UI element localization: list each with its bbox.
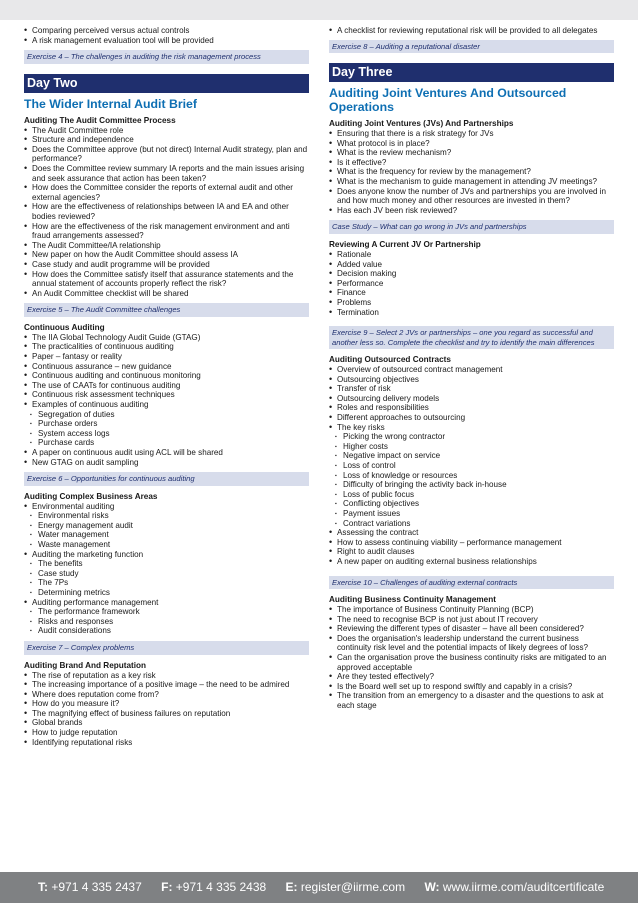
left-column [24,26,309,747]
sub-list-item: ▪ Loss of control [329,461,614,471]
exercise-7: Exercise 7 – Complex problems [24,641,309,655]
list-item: • Auditing the marketing function [24,550,309,560]
list-item: • The rise of reputation as a key risk [24,671,309,681]
list-item: • Where does reputation come from? [24,690,309,700]
sub-list-item: ▪ The performance framework [24,607,309,617]
list-item: • Assessing the contract [329,528,614,538]
sub-list-item: ▪ Loss of public focus [329,490,614,500]
sub-list-item: ▪ Case study [24,569,309,579]
list-item: • New paper on how the Audit Committee should assess IA [24,250,309,260]
intro-list [329,26,614,36]
brand-reputation-list [24,671,309,748]
sub-list-item: ▪ Conflicting objectives [329,499,614,509]
list-item: • A new paper on auditing external business relationships [329,557,614,567]
list-item: • Decision making [329,269,614,279]
list-item: • How does the Committee satisfy itself that assurance statements and the annual statement of accounts properly reflect the risk? [24,270,309,289]
right-column [329,26,614,711]
email-label: E: [285,880,298,894]
list-item: • Global brands [24,718,309,728]
exercise-5: Exercise 5 – The Audit Committee challenges [24,303,309,317]
list-item: • Continuous auditing and continuous monitoring [24,371,309,381]
list-item: • Can the organisation prove the business continuity risks are mitigated to an approved acceptable [329,653,614,672]
day-three-subtitle: Auditing Joint Ventures And Outsourced Operations [329,86,567,115]
list-item: • What is the mechanism to guide management in attending JV meetings? [329,177,614,187]
list-item: • Are they tested effectively? [329,672,614,682]
list-item: • Does the organisation's leadership understand the current business continuity risk level and the potential impacts of likely degrees of loss? [329,634,614,653]
sub-list-item: ▪ Purchase orders [24,419,309,429]
day-three-header: Day Three [329,63,614,82]
list-item: • Is it effective? [329,158,614,168]
audit-committee-list [24,126,309,299]
sub-list-item: ▪ Picking the wrong contractor [329,432,614,442]
list-item: • The IIA Global Technology Audit Guide (GTAG) [24,333,309,343]
section-continuous-auditing: Continuous Auditing [24,322,105,332]
sub-list-item: ▪ Determining metrics [24,588,309,598]
section-outsourced-contracts: Auditing Outsourced Contracts [329,355,451,365]
sub-list-item: ▪ The 7Ps [24,578,309,588]
list-item: • Paper – fantasy or reality [24,352,309,362]
section-joint-ventures: Auditing Joint Ventures (JVs) And Partnerships [329,119,514,129]
contact-footer [0,872,638,903]
list-item: • Problems [329,298,614,308]
list-item: • A checklist for reviewing reputational risk will be provided to all delegates [329,26,614,36]
list-item: • Continuous assurance – new guidance [24,362,309,372]
intro-list [24,26,309,45]
sub-list-item: ▪ Audit considerations [24,626,309,636]
list-item: • Outsourcing objectives [329,375,614,385]
list-item: • What is the frequency for review by the management? [329,167,614,177]
joint-ventures-list [329,129,614,215]
sub-list-item: ▪ The benefits [24,559,309,569]
list-item: • The importance of Business Continuity Planning (BCP) [329,605,614,615]
section-brand-reputation: Auditing Brand And Reputation [24,660,147,670]
website-link[interactable]: www.iirme.com/auditcertificate [442,880,605,894]
list-item: • A risk management evaluation tool will be provided [24,36,309,46]
list-item: • Termination [329,308,614,318]
phone-label: T: [38,880,48,894]
exercise-9: Exercise 9 – Select 2 JVs or partnerships – one you regard as successful and another less so. Complete the checklist and try to identify the main differences [329,326,614,349]
list-item: • The need to recognise BCP is not just about IT recovery [329,615,614,625]
sub-list-item: ▪ System access logs [24,429,309,439]
sub-list-item: ▪ Environmental risks [24,511,309,521]
exercise-4: Exercise 4 – The challenges in auditing the risk management process [24,50,309,64]
list-item: • Overview of outsourced contract management [329,365,614,375]
list-item: • Finance [329,288,614,298]
sub-list-item: ▪ Negative impact on service [329,451,614,461]
list-item: • Reviewing the different types of disaster – have all been considered? [329,624,614,634]
list-item: • How to assess continuing viability – performance management [329,538,614,548]
list-item: • The Audit Committee/IA relationship [24,241,309,251]
sub-list-item: ▪ Higher costs [329,442,614,452]
list-item: • Roles and responsibilities [329,403,614,413]
list-item: • Structure and independence [24,135,309,145]
sub-list-item: ▪ Waste management [24,540,309,550]
phone-number[interactable]: +971 4 335 2437 [51,880,142,894]
sub-list-item: ▪ Payment issues [329,509,614,519]
list-item: • The increasing importance of a positive image – the need to be admired [24,680,309,690]
complex-business-list [24,502,309,636]
sub-list-item: ▪ Water management [24,530,309,540]
list-item: • Transfer of risk [329,384,614,394]
fax-number: +971 4 335 2438 [175,880,267,894]
business-continuity-list [329,605,614,711]
list-item: • Performance [329,279,614,289]
list-item: • How do you measure it? [24,699,309,709]
list-item: • The use of CAATs for continuous auditing [24,381,309,391]
list-item: • Does the Committee review summary IA reports and the main issues arising and seek assurance that action has been taken? [24,164,309,183]
list-item: • Does the Committee approve (but not direct) Internal Audit strategy, plan and performance? [24,145,309,164]
list-item: • What is the review mechanism? [329,148,614,158]
list-item: • The practicalities of continuous auditing [24,342,309,352]
continuous-auditing-list [24,333,309,467]
list-item: • Added value [329,260,614,270]
list-item: • Ensuring that there is a risk strategy for JVs [329,129,614,139]
reviewing-jv-list [329,250,614,317]
sub-list-item: ▪ Energy management audit [24,521,309,531]
list-item: • Auditing performance management [24,598,309,608]
exercise-10: Exercise 10 – Challenges of auditing external contracts [329,576,614,590]
list-item: • The Audit Committee role [24,126,309,136]
sub-list-item: ▪ Risks and responses [24,617,309,627]
section-business-continuity: Auditing Business Continuity Management [329,595,496,605]
email-link[interactable]: register@iirme.com [300,880,406,894]
day-two-header: Day Two [24,74,309,93]
list-item: • A paper on continuous audit using ACL will be shared [24,448,309,458]
day-two-subtitle: The Wider Internal Audit Brief [24,96,197,111]
list-item: • Does anyone know the number of JVs and partnerships you are involved in and how much money and other resources are invested in them? [329,187,614,206]
sub-list-item: ▪ Difficulty of bringing the activity back in-house [329,480,614,490]
list-item: • Is the Board well set up to respond swiftly and capably in a crisis? [329,682,614,692]
list-item: • New GTAG on audit sampling [24,458,309,468]
list-item: • The key risks [329,423,614,433]
list-item: • The transition from an emergency to a disaster and the questions to ask at each stage [329,691,614,710]
list-item: • Has each JV been risk reviewed? [329,206,614,216]
list-item: • What protocol is in place? [329,139,614,149]
section-complex-business: Auditing Complex Business Areas [24,491,158,501]
sub-list-item: ▪ Segregation of duties [24,410,309,420]
website-label: W: [424,880,440,894]
list-item: • How to judge reputation [24,728,309,738]
sub-list-item: ▪ Contract variations [329,519,614,529]
top-banner [0,0,638,20]
list-item: • Right to audit clauses [329,547,614,557]
exercise-8: Exercise 8 – Auditing a reputational disaster [329,40,614,54]
section-audit-committee: Auditing The Audit Committee Process [24,115,176,125]
sub-list-item: ▪ Purchase cards [24,438,309,448]
list-item: • Outsourcing delivery models [329,394,614,404]
list-item: • Examples of continuous auditing [24,400,309,410]
exercise-6: Exercise 6 – Opportunities for continuous auditing [24,472,309,486]
section-reviewing-jv: Reviewing A Current JV Or Partnership [329,239,481,249]
list-item: • Comparing perceived versus actual controls [24,26,309,36]
list-item: • Case study and audit programme will be provided [24,260,309,270]
sub-list-item: ▪ Loss of knowledge or resources [329,471,614,481]
list-item: • Different approaches to outsourcing [329,413,614,423]
outsourced-contracts-list [329,365,614,566]
list-item: • An Audit Committee checklist will be shared [24,289,309,299]
case-study: Case Study – What can go wrong in JVs and partnerships [329,220,614,234]
list-item: • Identifying reputational risks [24,738,309,748]
list-item: • How does the Committee consider the reports of external audit and other external agencies? [24,183,309,202]
list-item: • The magnifying effect of business failures on reputation [24,709,309,719]
list-item: • Continuous risk assessment techniques [24,390,309,400]
list-item: • How are the effectiveness of the risk management environment and anti fraud arrangements assessed? [24,222,309,241]
list-item: • Rationale [329,250,614,260]
list-item: • How are the effectiveness of relationships between IA and EA and other bodies reviewed? [24,202,309,221]
list-item: • Environmental auditing [24,502,309,512]
fax-label: F: [161,880,173,894]
